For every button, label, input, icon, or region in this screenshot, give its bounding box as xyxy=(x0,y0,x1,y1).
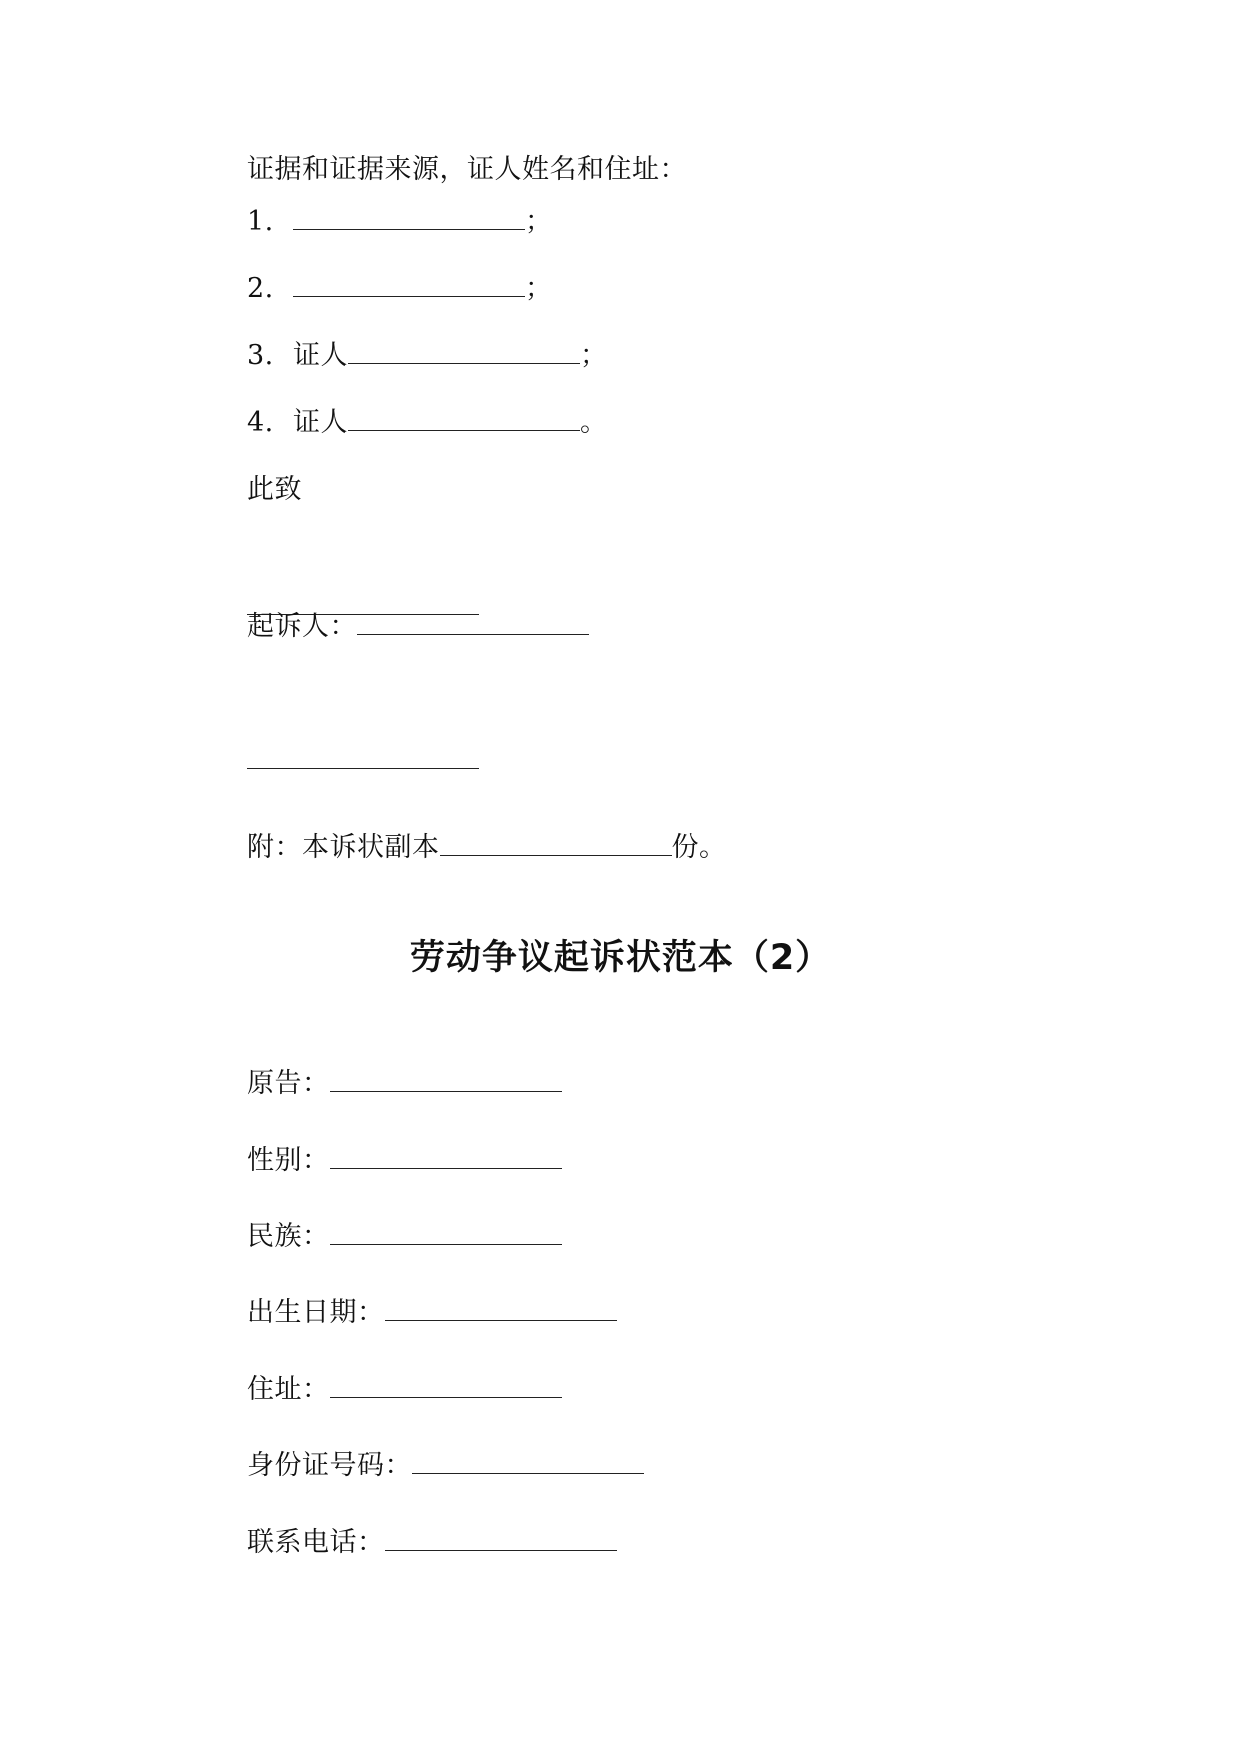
template-2-title: 劳动争议起诉状范本（2） xyxy=(409,938,832,978)
ethnicity-blank[interactable] xyxy=(330,1222,562,1245)
witness-4-blank[interactable] xyxy=(348,408,580,431)
field-phone: 联系电话： xyxy=(247,1525,617,1561)
birthdate-blank[interactable] xyxy=(385,1298,617,1321)
gender-blank[interactable] xyxy=(330,1146,562,1169)
id-number-blank[interactable] xyxy=(412,1451,644,1474)
evidence-item-3: 3. 证人 ； xyxy=(247,340,608,371)
phone-blank[interactable] xyxy=(385,1528,617,1551)
evidence-item-1: 1. ； xyxy=(247,206,553,237)
attachment-line: 附：本诉状副本 份。 xyxy=(247,832,727,863)
witness-3-blank[interactable] xyxy=(348,341,580,364)
field-gender: 性别： xyxy=(247,1143,562,1179)
evidence-item-4: 4. 证人 。 xyxy=(247,407,608,438)
evidence-item-2: 2. ； xyxy=(247,273,553,304)
plaintiff-signature-line: 起诉人： xyxy=(247,609,589,645)
plaintiff-blank[interactable] xyxy=(330,1069,562,1092)
evidence-item-1-blank[interactable] xyxy=(293,207,525,230)
plaintiff-signature-blank[interactable] xyxy=(357,612,589,635)
evidence-item-2-blank[interactable] xyxy=(293,274,525,297)
date-blank[interactable] xyxy=(247,768,479,769)
field-ethnicity: 民族： xyxy=(247,1219,562,1255)
field-id-number: 身份证号码： xyxy=(247,1448,644,1484)
field-address: 住址： xyxy=(247,1372,562,1408)
salutation: 此致 xyxy=(247,474,302,505)
copies-count-blank[interactable] xyxy=(440,833,672,856)
evidence-heading: 证据和证据来源，证人姓名和住址： xyxy=(247,154,687,185)
field-plaintiff: 原告： xyxy=(247,1066,562,1102)
address-blank[interactable] xyxy=(330,1375,562,1398)
field-birthdate: 出生日期： xyxy=(247,1295,617,1331)
